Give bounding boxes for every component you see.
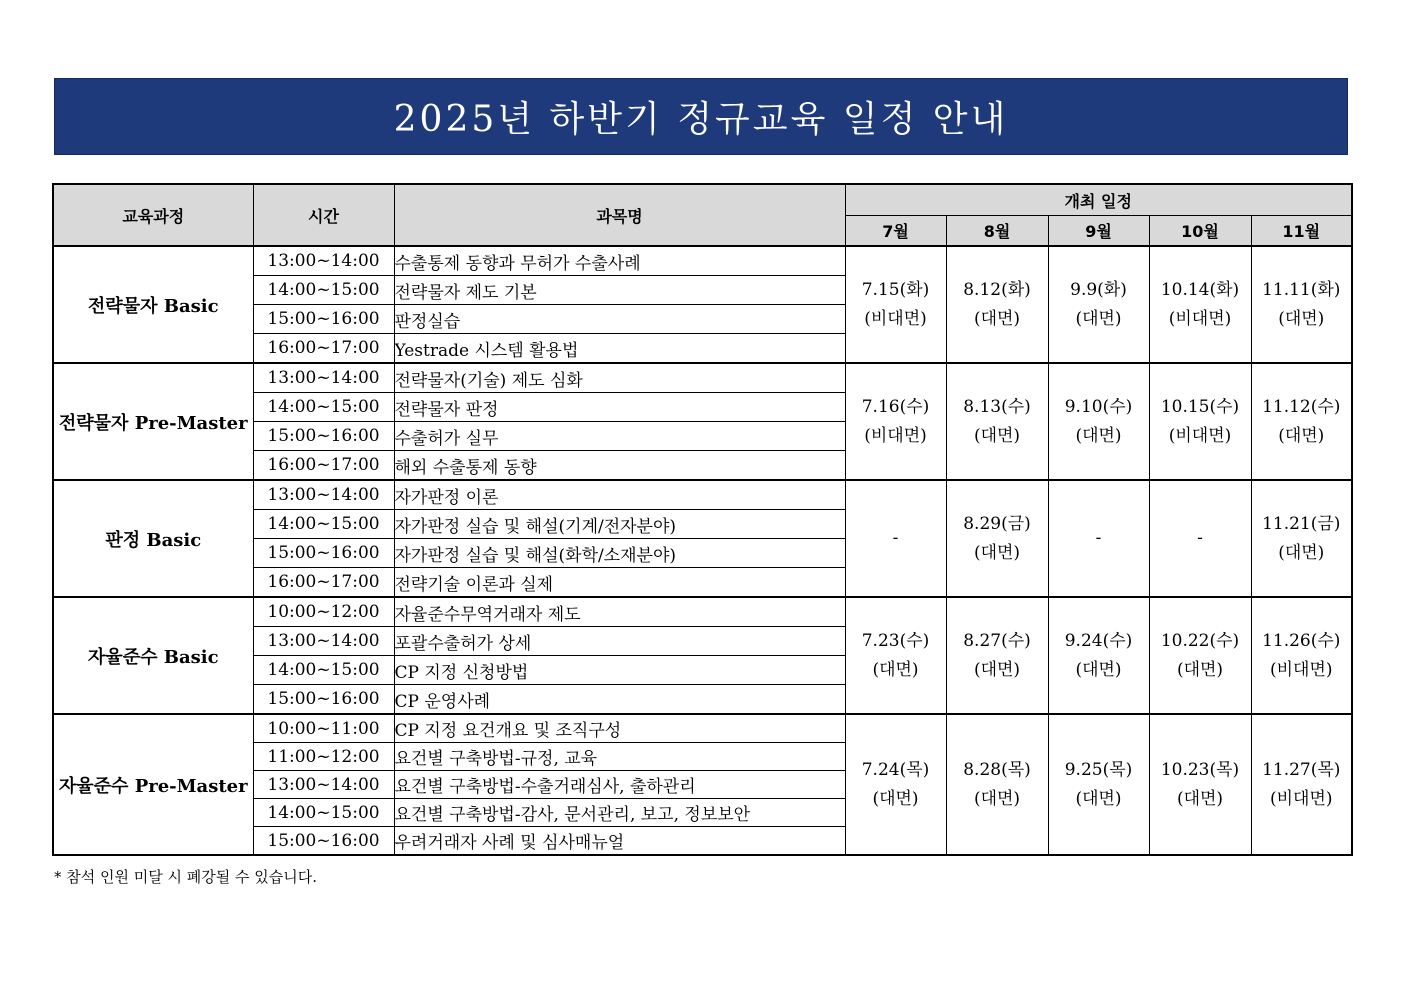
session-mode: (비대면): [1269, 659, 1333, 680]
session-date: 10.14(화): [1160, 279, 1240, 300]
table-row: [53, 480, 1352, 510]
session-date: -: [1095, 528, 1102, 548]
subject-cell: 자가판정 실습 및 해설(기계/전자분야): [394, 510, 845, 539]
schedule-date-cell: [845, 246, 946, 363]
subject-cell: 전략기술 이론과 실제: [394, 568, 845, 598]
session-mode: (비대면): [1269, 788, 1333, 809]
time-cell: 16:00~17:00: [253, 568, 394, 598]
session-date: 9.24(수): [1064, 630, 1133, 651]
time-cell: 15:00~16:00: [253, 422, 394, 451]
session-mode: (대면): [1075, 308, 1122, 329]
subject-cell: 수출통제 동향과 무허가 수출사례: [394, 246, 845, 276]
session-mode: (비대면): [1168, 425, 1232, 446]
session-mode: (비대면): [1168, 308, 1232, 329]
header-month-oct: 10월: [1149, 216, 1251, 247]
time-cell: 14:00~15:00: [253, 510, 394, 539]
subject-cell: 전략물자 제도 기본: [394, 276, 845, 305]
subject-cell: 요건별 구축방법-감사, 문서관리, 보고, 정보보안: [394, 799, 845, 827]
session-date: 8.29(금): [963, 513, 1031, 534]
session-mode: (대면): [973, 659, 1021, 680]
session-date: 7.16(수): [861, 396, 930, 417]
session-mode: (대면): [1075, 425, 1122, 446]
schedule-date-cell: [1048, 714, 1149, 855]
header-month-jul: 7월: [845, 216, 946, 247]
schedule-date-cell: [946, 597, 1048, 714]
session-date: 8.27(수): [963, 630, 1031, 651]
session-mode: (대면): [973, 308, 1021, 329]
schedule-date-cell: [1251, 363, 1352, 480]
session-date: 8.13(수): [963, 396, 1031, 417]
session-date: 8.12(화): [963, 279, 1031, 300]
subject-cell: 우려거래자 사례 및 심사매뉴얼: [394, 827, 845, 856]
session-mode: (대면): [872, 788, 919, 809]
session-date: -: [892, 528, 899, 548]
subject-cell: 자율준수무역거래자 제도: [394, 597, 845, 627]
subject-cell: 전략물자(기술) 제도 심화: [394, 363, 845, 393]
subject-cell: 수출허가 실무: [394, 422, 845, 451]
schedule-date-cell: [1251, 246, 1352, 363]
schedule-date-cell: [845, 714, 946, 855]
schedule-date-cell: [946, 363, 1048, 480]
session-mode: (대면): [1176, 788, 1224, 809]
time-cell: 13:00~14:00: [253, 246, 394, 276]
session-date: 11.11(화): [1262, 279, 1341, 300]
schedule-table: [52, 183, 1353, 856]
time-cell: 14:00~15:00: [253, 393, 394, 422]
subject-cell: 해외 수출통제 동향: [394, 451, 845, 481]
session-mode: (대면): [1278, 425, 1325, 446]
session-date: 10.15(수): [1160, 396, 1240, 417]
schedule-date-cell: [1048, 480, 1149, 597]
session-mode: (대면): [1176, 659, 1224, 680]
schedule-date-cell: [946, 480, 1048, 597]
time-cell: 13:00~14:00: [253, 363, 394, 393]
header-schedule: 개최 일정: [845, 184, 1352, 216]
time-cell: 15:00~16:00: [253, 305, 394, 334]
subject-cell: CP 지정 신청방법: [394, 656, 845, 685]
table-row: [53, 597, 1352, 627]
subject-cell: 요건별 구축방법-수출거래심사, 출하관리: [394, 771, 845, 799]
schedule-date-cell: [845, 363, 946, 480]
course-name: 판정 Basic: [53, 480, 253, 597]
session-date: 11.26(수): [1262, 630, 1341, 651]
table-row: [53, 363, 1352, 393]
schedule-date-cell: [845, 480, 946, 597]
time-cell: 10:00~11:00: [253, 714, 394, 743]
schedule-date-cell: [1149, 363, 1251, 480]
session-date: -: [1197, 528, 1203, 548]
schedule-date-cell: [1149, 597, 1251, 714]
course-name: 자율준수 Basic: [53, 597, 253, 714]
subject-cell: 자가판정 이론: [394, 480, 845, 510]
time-cell: 16:00~17:00: [253, 451, 394, 481]
subject-cell: CP 지정 요건개요 및 조직구성: [394, 714, 845, 743]
session-mode: (대면): [1075, 659, 1122, 680]
schedule-date-cell: [1149, 246, 1251, 363]
subject-cell: 판정실습: [394, 305, 845, 334]
subject-cell: 포괄수출허가 상세: [394, 627, 845, 656]
session-mode: (대면): [1075, 788, 1122, 809]
course-name: 전략물자 Basic: [53, 246, 253, 363]
session-mode: (대면): [973, 542, 1021, 563]
session-date: 11.27(목): [1262, 759, 1341, 780]
subject-cell: 요건별 구축방법-규정, 교육: [394, 743, 845, 771]
header-subject: 과목명: [394, 184, 845, 246]
schedule-date-cell: [946, 714, 1048, 855]
time-cell: 14:00~15:00: [253, 656, 394, 685]
session-mode: (대면): [973, 788, 1021, 809]
time-cell: 15:00~16:00: [253, 539, 394, 568]
time-cell: 14:00~15:00: [253, 276, 394, 305]
session-mode: (비대면): [864, 308, 927, 329]
schedule-date-cell: [1048, 597, 1149, 714]
table-row: [53, 246, 1352, 276]
session-mode: (대면): [1278, 308, 1325, 329]
course-name: 전략물자 Pre-Master: [53, 363, 253, 480]
time-cell: 13:00~14:00: [253, 771, 394, 799]
time-cell: 13:00~14:00: [253, 480, 394, 510]
subject-cell: 자가판정 실습 및 해설(화학/소재분야): [394, 539, 845, 568]
time-cell: 11:00~12:00: [253, 743, 394, 771]
schedule-date-cell: [1251, 480, 1352, 597]
footnote: * 참석 인원 미달 시 폐강될 수 있습니다.: [54, 868, 317, 886]
subject-cell: Yestrade 시스템 활용법: [394, 334, 845, 364]
course-name: 자율준수 Pre-Master: [53, 714, 253, 855]
time-cell: 15:00~16:00: [253, 685, 394, 715]
session-date: 7.24(목): [861, 759, 930, 780]
schedule-date-cell: [1251, 597, 1352, 714]
schedule-date-cell: [845, 597, 946, 714]
schedule-date-cell: [1251, 714, 1352, 855]
time-cell: 15:00~16:00: [253, 827, 394, 856]
course-group: [53, 597, 1352, 714]
time-cell: 16:00~17:00: [253, 334, 394, 364]
subject-cell: 전략물자 판정: [394, 393, 845, 422]
subject-cell: CP 운영사례: [394, 685, 845, 715]
session-mode: (대면): [1278, 542, 1325, 563]
schedule-date-cell: [1149, 714, 1251, 855]
schedule-date-cell: [1048, 363, 1149, 480]
header-time: 시간: [253, 184, 394, 246]
session-date: 7.23(수): [861, 630, 930, 651]
session-mode: (대면): [973, 425, 1021, 446]
table-row: [53, 714, 1352, 743]
header-month-sep: 9월: [1048, 216, 1149, 247]
page-title: 2025년 하반기 정규교육 일정 안내: [54, 78, 1348, 155]
session-date: 10.22(수): [1160, 630, 1240, 651]
session-date: 11.21(금): [1262, 513, 1341, 534]
session-date: 9.25(목): [1064, 759, 1133, 780]
header-month-aug: 8월: [946, 216, 1048, 247]
time-cell: 14:00~15:00: [253, 799, 394, 827]
session-date: 7.15(화): [861, 279, 930, 300]
schedule-date-cell: [946, 246, 1048, 363]
session-date: 10.23(목): [1160, 759, 1240, 780]
session-mode: (비대면): [864, 425, 927, 446]
session-date: 9.9(화): [1070, 279, 1127, 300]
course-group: [53, 363, 1352, 480]
course-group: [53, 714, 1352, 855]
table-header: [53, 184, 1352, 246]
time-cell: 13:00~14:00: [253, 627, 394, 656]
session-date: 9.10(수): [1064, 396, 1133, 417]
time-cell: 10:00~12:00: [253, 597, 394, 627]
session-date: 11.12(수): [1262, 396, 1341, 417]
header-month-nov: 11월: [1251, 216, 1352, 247]
header-course: 교육과정: [53, 184, 253, 246]
schedule-date-cell: [1048, 246, 1149, 363]
schedule-date-cell: [1149, 480, 1251, 597]
course-group: [53, 246, 1352, 363]
session-date: 8.28(목): [963, 759, 1031, 780]
session-mode: (대면): [872, 659, 919, 680]
course-group: [53, 480, 1352, 597]
